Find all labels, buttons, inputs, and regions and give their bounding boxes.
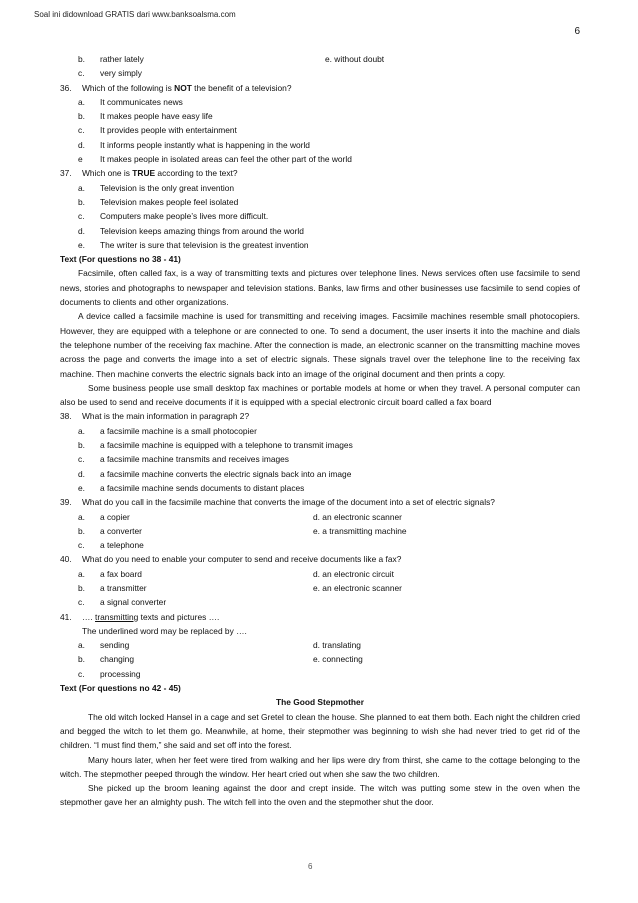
option-letter: c.: [78, 540, 85, 551]
question-text-part: texts and pictures ….: [138, 611, 220, 622]
question-number: 36.: [60, 82, 72, 93]
option-text: a facsimile machine converts the electric signals back into an image: [100, 468, 352, 479]
option-row: [60, 95, 580, 109]
option-text: very simply: [100, 68, 142, 79]
option-text: sending: [100, 640, 130, 651]
question-37: [60, 166, 580, 180]
footer-page-mark: 6: [308, 862, 313, 871]
question-40: [60, 552, 580, 566]
q38-options: [60, 424, 580, 495]
option-text: a copier: [100, 511, 130, 522]
option-row: [60, 424, 580, 438]
question-number: 40.: [60, 554, 72, 565]
option-row: [60, 652, 580, 666]
option-text: d. an electronic circuit: [313, 568, 394, 579]
question-text-part: the benefit of a television?: [191, 82, 292, 93]
question-text-part: Which one is: [82, 168, 133, 179]
option-row: [60, 581, 580, 595]
question-text: What do you need to enable your computer to send and receive documents like a fax?: [82, 554, 402, 565]
question-41: [60, 610, 580, 624]
option-row: [60, 109, 580, 123]
source-header: Soal ini didownload GRATIS dari www.banksoalsma.com: [34, 10, 236, 19]
q35-option-row: [60, 52, 580, 66]
option-row: [60, 595, 580, 609]
option-letter: a.: [78, 182, 85, 193]
option-row: [60, 510, 580, 524]
option-letter: e.: [78, 239, 85, 250]
option-text: a signal converter: [100, 597, 167, 608]
section-heading: Text (For questions no 38 - 41): [60, 254, 181, 265]
option-row: [60, 138, 580, 152]
option-text: The writer is sure that television is the greatest invention: [100, 239, 309, 250]
question-36: [60, 81, 580, 95]
option-letter: c.: [78, 454, 85, 465]
option-text: It informs people instantly what is happening in the world: [100, 139, 310, 150]
question-number: 41.: [60, 611, 72, 622]
option-text: d. translating: [313, 640, 361, 651]
option-text: d. an electronic scanner: [313, 511, 402, 522]
option-letter: a.: [78, 568, 85, 579]
option-row: [60, 481, 580, 495]
question-39: [60, 495, 580, 509]
option-row: [60, 181, 580, 195]
option-text: a converter: [100, 525, 142, 536]
q37-options: [60, 181, 580, 252]
page-number: 6: [574, 26, 580, 37]
question-text-part: ….: [82, 611, 96, 622]
option-row: [60, 667, 580, 681]
option-text: changing: [100, 654, 134, 665]
passage-paragraph: She picked up the broom leaning against the door and crept inside. The witch was putting some stew in the oven when the stepmother gave her an almighty push. The witch fell into the oven and the stepmother shut the door.: [60, 783, 580, 808]
option-letter: d.: [78, 139, 85, 150]
q36-options: [60, 95, 580, 166]
option-text: It communicates news: [100, 96, 183, 107]
option-text: a facsimile machine sends documents to distant places: [100, 482, 305, 493]
option-row: [60, 209, 580, 223]
option-letter: d.: [78, 468, 85, 479]
option-text: a facsimile machine is equipped with a telephone to transmit images: [100, 440, 353, 451]
option-letter: e.: [78, 482, 85, 493]
option-text: a facsimile machine transmits and receives images: [100, 454, 289, 465]
question-number: 37.: [60, 168, 72, 179]
option-text: a fax board: [100, 568, 142, 579]
option-row: [60, 238, 580, 252]
option-text: It makes people have easy life: [100, 111, 213, 122]
passage-paragraph: Some business people use small desktop fax machines or portable models at home or when they travel. A personal computer can also be used to send and receive documents if it is equipped with a special electronic circuit board called a fax board: [60, 382, 580, 408]
story-title: The Good Stepmother: [276, 697, 364, 708]
option-text: Television keeps amazing things from around the world: [100, 225, 304, 236]
option-letter: b.: [78, 54, 85, 64]
question-text-part: Which of the following is: [82, 82, 175, 93]
question-text-part: according to the text?: [155, 168, 238, 179]
passage-paragraph: The old witch locked Hansel in a cage and set Gretel to clean the house. She planned to eat them both. Each night the children cried and begged the witch to let them go. Meanwhile, at home, their stepmother was beginning to wish she had never tried to get rid of the children. “I must find them,” she said and set off into the forest.: [60, 711, 580, 751]
option-text: e. an electronic scanner: [313, 582, 402, 593]
option-text: rather lately: [100, 54, 144, 64]
option-row: [60, 152, 580, 166]
option-text: a telephone: [100, 540, 144, 551]
option-letter: e: [78, 154, 83, 165]
option-letter: c.: [78, 668, 85, 679]
option-row: [60, 438, 580, 452]
question-text: [82, 81, 292, 95]
passage-paragraph: A device called a facsimile machine is used for transmitting and receiving images. Facsimile machines resemble small photocopiers. However, they are equipped with a telephone or are connected to one. To send a document, the user inserts it into the machine and dials the telephone number of the receiving fax machine. After the connection is made, an electronic scanner on the transmitting machine moves across the page and converts the image into a set of electric signals. These signals travel over the telephone line to the receiving fax machine. Then machine converts the electric signals back into an image of the original document and then prints a copy.: [60, 311, 580, 379]
option-row: [60, 224, 580, 238]
passage-paragraph: Facsimile, often called fax, is a way of transmitting texts and pictures over telephone lines. News services often use facsimile to send news, stories and photographs to newspaper and television stations. Banks, law firms and other businesses use facsimile to send copies of documents to clients and other organizations.: [60, 268, 580, 308]
question-41-line2: [60, 624, 580, 638]
option-row: [60, 452, 580, 466]
option-letter: b.: [78, 111, 85, 122]
question-number: 38.: [60, 411, 72, 422]
question-text: [82, 166, 238, 180]
option-row: [60, 467, 580, 481]
option-letter: b.: [78, 440, 85, 451]
page-content: [60, 52, 580, 810]
question-emphasis: TRUE: [132, 168, 156, 179]
option-text: Computers make people’s lives more difficult.: [100, 211, 269, 222]
option-letter: b.: [78, 582, 85, 593]
option-row: [60, 123, 580, 137]
option-letter: b.: [78, 654, 85, 665]
option-text: Television is the only great invention: [100, 182, 235, 193]
option-text: Television makes people feel isolated: [100, 196, 239, 207]
option-letter: a.: [78, 425, 85, 436]
option-letter: c.: [78, 68, 85, 79]
option-text: a facsimile machine is a small photocopier: [100, 425, 257, 436]
option-row: [60, 195, 580, 209]
q35-option-row: [60, 66, 580, 80]
option-text: processing: [100, 668, 141, 679]
option-letter: b.: [78, 525, 85, 536]
option-letter: a.: [78, 96, 85, 107]
underlined-word: transmitting: [95, 611, 139, 622]
question-text: What is the main information in paragraph 2?: [82, 411, 250, 422]
option-text: It makes people in isolated areas can feel the other part of the world: [100, 154, 352, 165]
option-letter: d.: [78, 225, 85, 236]
option-letter: c.: [78, 597, 85, 608]
question-text: What do you call in the facsimile machine that converts the image of the document into a set of electric signals?: [82, 497, 495, 508]
option-text: e. a transmitting machine: [313, 525, 407, 536]
option-text: e. connecting: [313, 654, 363, 665]
option-letter: b.: [78, 196, 85, 207]
question-emphasis: NOT: [174, 82, 192, 93]
option-row: [60, 524, 580, 538]
question-number: 39.: [60, 497, 72, 508]
question-text: [82, 610, 219, 624]
question-38: [60, 409, 580, 423]
question-text: The underlined word may be replaced by ….: [82, 625, 247, 636]
option-letter: a.: [78, 511, 85, 522]
passage-paragraph: Many hours later, when her feet were tired from walking and her lips were dry from thirst, she came to the cottage belonging to the witch. The stepmother peeped through the window. Her heart cried out when she saw the two children.: [60, 754, 580, 779]
option-text: It provides people with entertainment: [100, 125, 237, 136]
option-row: [60, 538, 580, 552]
option-letter: c.: [78, 125, 85, 136]
option-letter: c.: [78, 211, 85, 222]
section-heading: Text (For questions no 42 - 45): [60, 683, 181, 694]
option-row: [60, 567, 580, 581]
option-text: a transmitter: [100, 582, 147, 593]
option-text: e. without doubt: [325, 54, 385, 64]
option-letter: a.: [78, 640, 85, 651]
option-row: [60, 638, 580, 652]
